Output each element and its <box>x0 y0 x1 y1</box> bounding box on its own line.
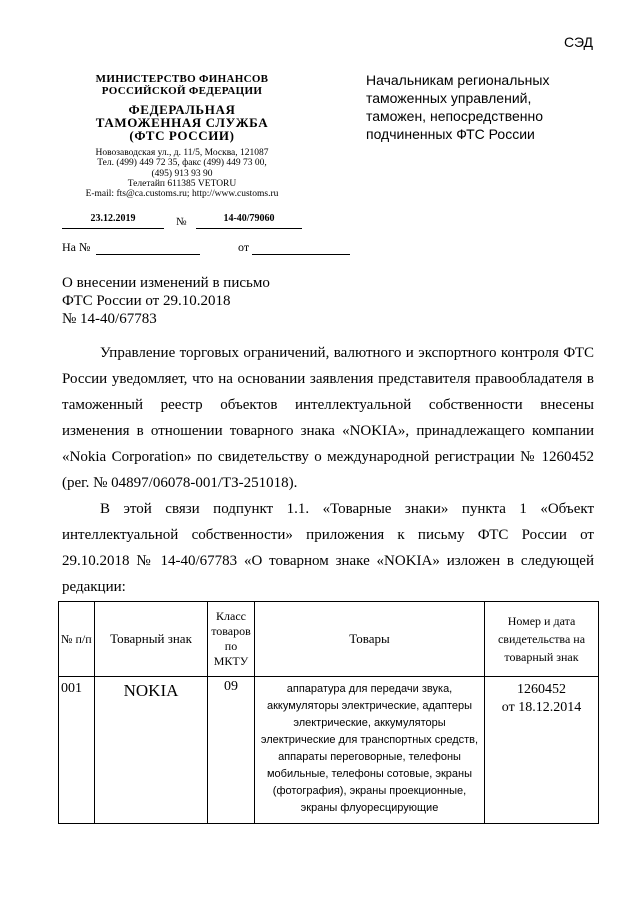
table-header-row <box>59 602 599 677</box>
trademark-table <box>58 601 599 824</box>
ministry-name: МИНИСТЕРСТВО ФИНАНСОВ РОССИЙСКОЙ ФЕДЕРАЦИИ <box>95 73 269 97</box>
row-registration: 1260452 от 18.12.2014 <box>485 677 599 824</box>
letterhead <box>62 74 302 199</box>
header-num: № п/п <box>59 602 95 677</box>
registration-number: 14-40/79060 <box>223 213 275 224</box>
header-goods: Товары <box>255 602 485 677</box>
reference-line <box>62 240 302 256</box>
row-class: 09 <box>208 677 255 824</box>
header-class: Класс товаров по МКТУ <box>208 602 255 677</box>
on-no-label: На № <box>62 240 91 254</box>
registration-line <box>62 213 302 229</box>
service-name: ФЕДЕРАЛЬНАЯ ТАМОЖЕННАЯ СЛУЖБА (ФТС РОССИИ) <box>95 102 269 144</box>
letter-subject: О внесении изменений в письмо ФТС России от 29.10.2018 № 14-40/67783 <box>62 275 270 327</box>
from-blank <box>252 254 350 255</box>
row-goods: аппаратура для передачи звука, аккумуляторы электрические, адаптеры электрические, аккумуляторы электрические для транспортных средств, аппараты переговорные, телефоны мобильные, телефоны сотовые, экраны (фотография), экраны проекционные, экраны флуоресцирующие <box>255 677 485 824</box>
on-no-blank <box>96 254 200 255</box>
table-row <box>59 677 599 824</box>
header-reg: Номер и дата свидетельства на товарный знак <box>485 602 599 677</box>
body-paragraph-1: Управление торговых ограничений, валютного и экспортного контроля ФТС России уведомляет, что на основании заявления представителя правообладателя в таможенный реестр объектов интеллектуальной собственности внесены изменения в отношении товарного знака «NOKIA», принадлежащего компании «Nokia Corporation» по свидетельству о международной регистрации № 1260452 (рег. № 04897/06078-001/ТЗ-251018). <box>62 345 594 491</box>
contact-address: Новозаводская ул., д. 11/5, Москва, 121087 Тел. (499) 449 72 35, факс (499) 449 73 00, (495) 913 93 90 Телетайп 611385 VETORU E-mail: fts@ca.customs.ru; http://www.customs.ru <box>85 148 279 200</box>
number-underline <box>196 228 302 229</box>
number-sign: № <box>176 216 187 228</box>
letter-body <box>62 340 594 600</box>
date-underline <box>62 228 164 229</box>
header-mark: Товарный знак <box>95 602 208 677</box>
row-num: 001 <box>59 677 95 824</box>
registration-date: 23.12.2019 <box>90 213 136 224</box>
from-label: от <box>238 240 250 254</box>
row-trademark: NOKIA <box>95 677 208 824</box>
sed-mark: СЭД <box>564 34 594 50</box>
body-paragraph-2: В этой связи подпункт 1.1. «Товарные знаки» пункта 1 «Объект интеллектуальной собственности» приложения к письму ФТС России от 29.10.2018 № 14-40/67783 «О товарном знаке «NOKIA» изложен в следующей редакции: <box>62 501 594 595</box>
addressee-block: Начальникам региональных таможенных управлений, таможен, непосредственно подчиненных ФТС России <box>366 72 550 142</box>
